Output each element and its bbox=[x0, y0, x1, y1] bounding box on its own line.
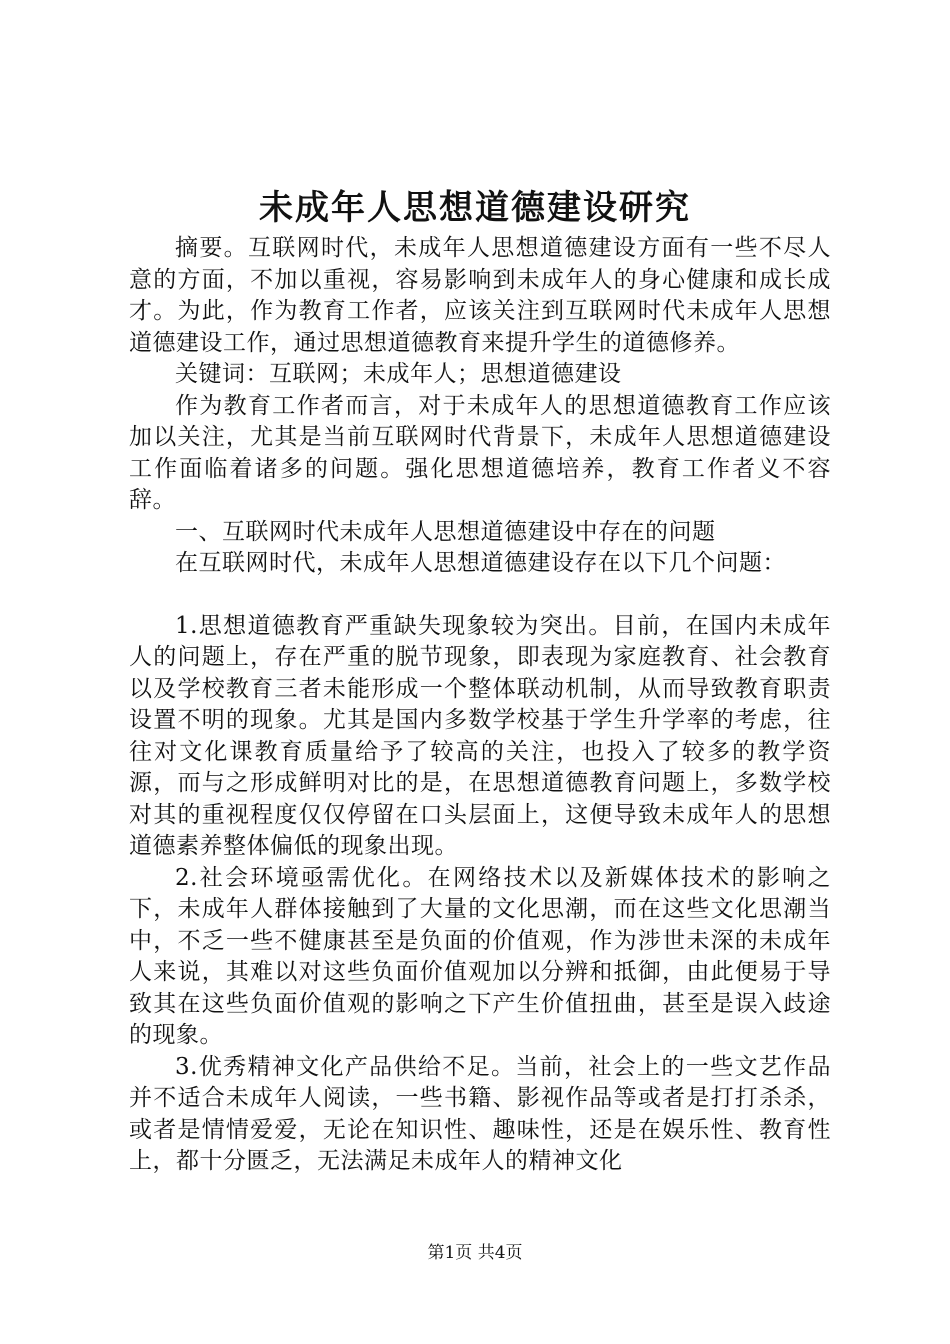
abstract-paragraph: 摘要。互联网时代，未成年人思想道德建设方面有一些不尽人意的方面，不加以重视，容易影响到未成年人的身心健康和成长成才。为此，作为教育工作者，应该关注到互联网时代未成年人思想道德建设工作，通过思想道德教育来提升学生的道德修养。 bbox=[129, 235, 831, 356]
section-heading: 一、互联网时代未成年人思想道德建设中存在的问题 bbox=[175, 518, 716, 545]
intro-paragraph: 作为教育工作者而言，对于未成年人的思想道德教育工作应该加以关注，尤其是当前互联网时代背景下，未成年人思想道德建设工作面临着诸多的问题。强化思想道德培养，教育工作者义不容辞。 bbox=[129, 392, 831, 513]
section-lead-paragraph: 在互联网时代，未成年人思想道德建设存在以下几个问题： bbox=[175, 550, 786, 576]
point-3-paragraph: 3.优秀精神文化产品供给不足。当前，社会上的一些文艺作品并不适合未成年人阅读，一些书籍、影视作品等或者是打打杀杀，或者是情情爱爱，无论在知识性、趣味性，还是在娱乐性、教育性上，都十分匮乏，无法满足未成年人的精神文化 bbox=[129, 1053, 831, 1174]
page-footer: 第1页 共4页 bbox=[427, 1243, 523, 1263]
point-1-paragraph: 1.思想道德教育严重缺失现象较为突出。目前，在国内未成年人的问题上，存在严重的脱节现象，即表现为家庭教育、社会教育以及学校教育三者未能形成一个整体联动机制，从而导致教育职责设置不明的现象。尤其是国内多数学校基于学生升学率的考虑，往往对文化课教育质量给予了较高的关注，也投入了较多的教学资源，而与之形成鲜明对比的是，在思想道德教育问题上，多数学校对其的重视程度仅仅停留在口头层面上，这便导致未成年人的思想道德素养整体偏低的现象出现。 bbox=[129, 612, 831, 859]
document-body bbox=[129, 233, 831, 1178]
document-title: 未成年人思想道德建设研究 bbox=[259, 188, 691, 228]
point-2-paragraph: 2.社会环境亟需优化。在网络技术以及新媒体技术的影响之下，未成年人群体接触到了大量的文化思潮，而在这些文化思潮当中，不乏一些不健康甚至是负面的价值观，作为涉世未深的未成年人来说，其难以对这些负面价值观加以分辨和抵御，由此便易于导致其在这些负面价值观的影响之下产生价值扭曲，甚至是误入歧途的现象。 bbox=[129, 864, 831, 1048]
keywords-paragraph: 关键词：互联网；未成年人；思想道德建设 bbox=[175, 361, 622, 387]
